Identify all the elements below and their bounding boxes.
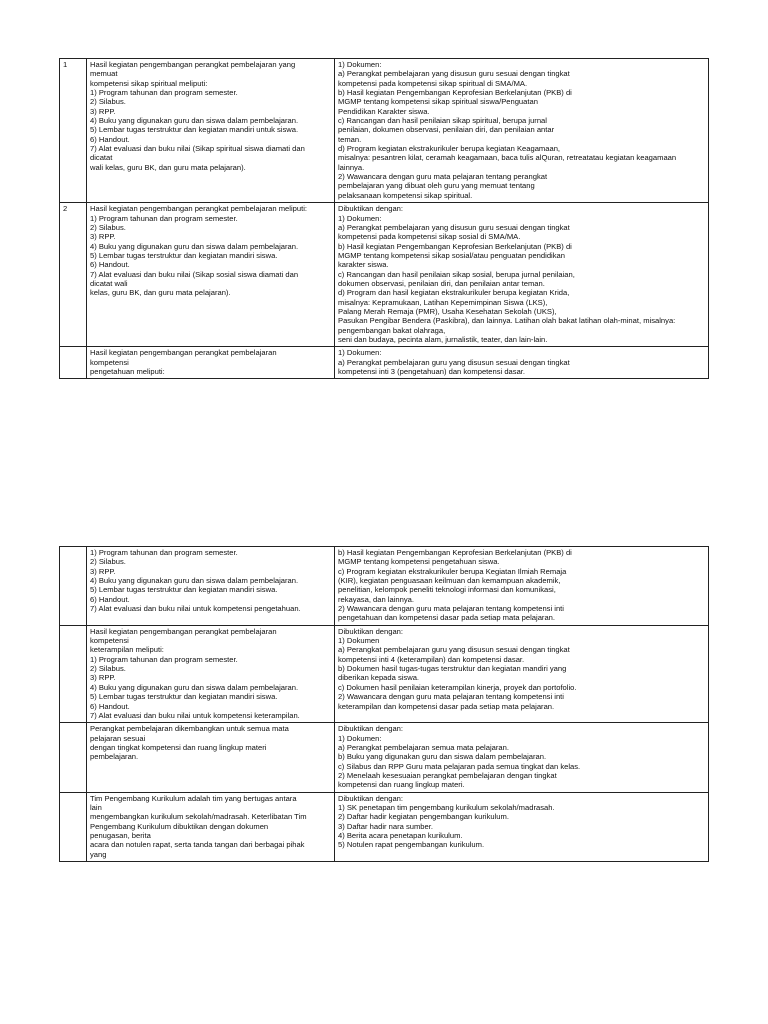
text-line: acara dan notulen rapat, serta tanda tangan dari berbagai pihak: [90, 840, 305, 850]
text-line: pelaksanaan kompetensi sikap spiritual.: [338, 190, 473, 200]
text-line: pengembangan bakat olahraga,: [338, 325, 446, 335]
text-line: dicatat: [90, 153, 113, 163]
text-line: kompetensi sikap spiritual meliputi:: [90, 78, 208, 88]
text-line: 1) Program tahunan dan program semester.: [90, 213, 238, 223]
text-line: b) Dokumen hasil tugas-tugas terstruktur dan kegiatan mandiri yang: [338, 664, 567, 674]
text-line: 5) Notulen rapat pengembangan kurikulum.: [338, 840, 485, 850]
text-line: b) Buku yang digunakan guru dan siswa dalam pembelajaran.: [338, 752, 547, 762]
text-line: Pendidikan Karakter siswa.: [338, 106, 430, 116]
text-line: c) Rancangan dan hasil penilaian sikap spiritual, berupa jurnal: [338, 116, 547, 126]
text-line: 2) Silabus.: [90, 222, 126, 232]
text-line: seni dan budaya, pecinta alam, jurnalistik, teater, dan lain-lain.: [338, 334, 548, 344]
text-line: Pasukan Pengibar Bendera (Paskibra), dan lainnya. Latihan olah bakat latihan olah-minat, misalnya:: [338, 316, 676, 326]
text-line: Hasil kegiatan pengembangan perangkat pembelajaran meliputi:: [90, 204, 307, 214]
text-line: 5) Lembar tugas terstruktur dan kegiatan mandiri untuk siswa.: [90, 125, 299, 135]
text-line: c) Silabus dan RPP Guru mata pelajaran pada semua tingkat dan kelas.: [338, 761, 581, 771]
text-line: keterampilan meliputi:: [90, 645, 164, 655]
text-line: Hasil kegiatan pengembangan perangkat pembelajaran: [90, 348, 277, 358]
table-row: [60, 792, 709, 861]
row-number: [60, 625, 87, 722]
text-line: dengan tingkat kompetensi dan ruang lingkup materi: [90, 742, 267, 752]
text-line: 5) Lembar tugas terstruktur dan kegiatan mandiri siswa.: [90, 692, 278, 702]
text-line: a) Perangkat pembelajaran semua mata pelajaran.: [338, 742, 509, 752]
text-line: 1) Dokumen: [338, 636, 380, 646]
table-top: [59, 58, 709, 379]
text-line: 7) Alat evaluasi dan buku nilai untuk kompetensi keterampilan.: [90, 710, 300, 720]
text-line: Hasil kegiatan pengembangan perangkat pembelajaran: [90, 626, 277, 636]
text-line: MGMP tentang kompetensi sikap spiritual siswa/Penguatan: [338, 97, 538, 107]
text-line: 6) Handout.: [90, 594, 130, 604]
text-line: 1) Dokumen:: [338, 733, 382, 743]
text-line: karakter siswa.: [338, 260, 389, 270]
text-line: diberikan kepada siswa.: [338, 673, 420, 683]
text-line: 4) Berita acara penetapan kurikulum.: [338, 830, 463, 840]
text-line: Dibuktikan dengan:: [338, 204, 404, 214]
text-line: Pengembang Kurikulum dibuktikan dengan dokumen: [90, 821, 269, 831]
table-row: [60, 723, 709, 792]
text-line: d) Program kegiatan ekstrakurikuler berupa kegiatan Keagamaan,: [338, 144, 561, 154]
evidence-cell: [335, 625, 709, 722]
indicator-cell: [87, 723, 335, 792]
text-line: 4) Buku yang digunakan guru dan siswa dalam pembelajaran.: [90, 682, 299, 692]
indicator-cell: [87, 59, 335, 203]
text-line: kompetensi: [90, 636, 129, 646]
text-line: c) Rancangan dan hasil penilaian sikap sosial, berupa jurnal penilaian,: [338, 269, 575, 279]
row-number: [60, 723, 87, 792]
evidence-cell: [335, 347, 709, 379]
text-line: 6) Handout.: [90, 701, 130, 711]
row-number: [60, 347, 87, 379]
text-line: 3) RPP.: [90, 673, 116, 683]
text-line: 3) RPP.: [90, 566, 116, 576]
text-line: a) Perangkat pembelajaran guru yang disusun sesuai dengan tingkat: [338, 357, 570, 367]
text-line: 1) Program tahunan dan program semester.: [90, 654, 238, 664]
text-line: penugasan, berita: [90, 830, 151, 840]
text-line: 7) Alat evaluasi dan buku nilai (Sikap sosial siswa diamati dan: [90, 269, 299, 279]
table-bottom-body: [60, 547, 709, 862]
text-line: dokumen observasi, penilaian diri, dan penilaian antar teman.: [338, 278, 545, 288]
text-line: 2) Silabus.: [90, 557, 126, 567]
text-line: 5) Lembar tugas terstruktur dan kegiatan mandiri siswa.: [90, 250, 278, 260]
text-line: d) Program dan hasil kegiatan ekstrakurikuler berupa kegiatan Krida,: [338, 288, 570, 298]
text-line: yang: [90, 849, 107, 859]
text-line: MGMP tentang kompetensi sikap sosial/atau penguatan pendidikan: [338, 250, 565, 260]
text-line: penilaian, dokumen observasi, penilaian diri, dan penilaian antar: [338, 125, 555, 135]
text-line: kompetensi inti 3 (pengetahuan) dan kompetensi dasar.: [338, 367, 526, 376]
text-line: penelitian, kelompok peneliti teknologi informasi dan komunikasi,: [338, 585, 556, 595]
table-row: [60, 203, 709, 347]
table-top-body: [60, 59, 709, 379]
text-line: 1) Dokumen:: [338, 348, 382, 358]
text-line: kompetensi dan ruang lingkup materi.: [338, 780, 465, 790]
text-line: pembelajaran.: [90, 752, 139, 762]
text-line: 2) Menelaah kesesuaian perangkat pembelajaran dengan tingkat: [338, 770, 557, 780]
evidence-cell: [335, 792, 709, 861]
text-line: lainnya.: [338, 162, 365, 172]
text-line: teman.: [338, 134, 362, 144]
text-line: 2) Daftar hadir kegiatan pengembangan kurikulum.: [338, 812, 509, 822]
text-line: 2) Wawancara dengan guru mata pelajaran tentang perangkat: [338, 172, 548, 182]
text-line: kelas, guru BK, dan guru mata pelajaran).: [90, 288, 231, 298]
table-bottom: [59, 546, 709, 862]
indicator-cell: [87, 347, 335, 379]
text-line: keterampilan dan kompetensi dasar pada setiap mata pelajaran.: [338, 701, 555, 711]
text-line: 7) Alat evaluasi dan buku nilai (Sikap spiritual siswa diamati dan: [90, 144, 305, 154]
text-line: memuat: [90, 69, 118, 79]
text-line: misalnya: Kepramukaan, Latihan Kepemimpinan Siswa (LKS),: [338, 297, 548, 307]
text-line: 2) Wawancara dengan guru mata pelajaran tentang kompetensi inti: [338, 692, 564, 702]
table-row: [60, 59, 709, 203]
text-line: b) Hasil kegiatan Pengembangan Keprofesian Berkelanjutan (PKB) di: [338, 88, 572, 98]
table-row: [60, 547, 709, 626]
text-line: 1) Dokumen:: [338, 213, 382, 223]
evidence-cell: [335, 203, 709, 347]
text-line: pengetahuan dan kompetensi dasar pada setiap mata pelajaran.: [338, 613, 556, 623]
text-line: misalnya: pesantren kilat, ceramah keagamaan, baca tulis alQuran, retreatatau kegiatan keagamaan: [338, 153, 677, 163]
text-line: mengembangkan kurikulum sekolah/madrasah. Keterlibatan Tim: [90, 812, 307, 822]
text-line: 6) Handout.: [90, 134, 130, 144]
evidence-cell: [335, 547, 709, 626]
evidence-cell: [335, 723, 709, 792]
text-line: 3) RPP.: [90, 106, 116, 116]
indicator-cell: [87, 625, 335, 722]
text-line: pelajaran sesuai: [90, 733, 146, 743]
text-line: dicatat wali: [90, 278, 128, 288]
text-line: pengetahuan meliputi:: [90, 367, 165, 376]
text-line: Dibuktikan dengan:: [338, 793, 404, 803]
table-row: [60, 347, 709, 379]
row-number: [60, 792, 87, 861]
text-line: Hasil kegiatan pengembangan perangkat pembelajaran yang: [90, 60, 296, 69]
text-line: rekayasa, dan lainnya.: [338, 594, 414, 604]
text-line: pembelajaran yang dibuat oleh guru yang memuat tentang: [338, 181, 535, 191]
text-line: 2) Silabus.: [90, 664, 126, 674]
text-line: kompetensi: [90, 357, 129, 367]
text-line: 1) Dokumen:: [338, 60, 382, 69]
text-line: b) Hasil kegiatan Pengembangan Keprofesian Berkelanjutan (PKB) di: [338, 241, 572, 251]
text-line: 1) Program tahunan dan program semester.: [90, 88, 238, 98]
text-line: kompetensi pada kompetensi sikap sosial di SMA/MA.: [338, 232, 521, 242]
text-line: wali kelas, guru BK, dan guru mata pelajaran).: [90, 162, 246, 172]
text-line: a) Perangkat pembelajaran yang disusun guru sesuai dengan tingkat: [338, 69, 570, 79]
text-line: 3) RPP.: [90, 232, 116, 242]
text-line: c) Program kegiatan ekstrakurikuler berupa Kegiatan Ilmiah Remaja: [338, 566, 567, 576]
text-line: 5) Lembar tugas terstruktur dan kegiatan mandiri siswa.: [90, 585, 278, 595]
text-line: Dibuktikan dengan:: [338, 724, 404, 734]
indicator-cell: [87, 203, 335, 347]
text-line: 2) Silabus.: [90, 97, 126, 107]
text-line: Palang Merah Remaja (PMR), Usaha Kesehatan Sekolah (UKS),: [338, 306, 557, 316]
row-number: 1: [60, 59, 87, 203]
text-line: 1) Program tahunan dan program semester.: [90, 548, 238, 557]
text-line: c) Dokumen hasil penilaian keterampilan kinerja, proyek dan portofolio.: [338, 682, 577, 692]
text-line: lain: [90, 802, 102, 812]
text-line: 4) Buku yang digunakan guru dan siswa dalam pembelajaran.: [90, 116, 299, 126]
text-line: (KIR), kegiatan penguasaan keilmuan dan kemampuan akademik,: [338, 576, 561, 586]
indicator-cell: [87, 547, 335, 626]
text-line: a) Perangkat pembelajaran yang disusun guru sesuai dengan tingkat: [338, 222, 570, 232]
text-line: 1) SK penetapan tim pengembang kurikulum sekolah/madrasah.: [338, 802, 555, 812]
text-line: Dibuktikan dengan:: [338, 626, 404, 636]
text-line: a) Perangkat pembelajaran guru yang disusun sesuai dengan tingkat: [338, 645, 570, 655]
text-line: MGMP tentang kompetensi pengetahuan siswa.: [338, 557, 500, 567]
text-line: b) Hasil kegiatan Pengembangan Keprofesian Berkelanjutan (PKB) di: [338, 548, 572, 557]
text-line: 4) Buku yang digunakan guru dan siswa dalam pembelajaran.: [90, 576, 299, 586]
text-line: 7) Alat evaluasi dan buku nilai untuk kompetensi pengetahuan.: [90, 604, 301, 614]
text-line: Tim Pengembang Kurikulum adalah tim yang bertugas antara: [90, 793, 297, 803]
text-line: Perangkat pembelajaran dikembangkan untuk semua mata: [90, 724, 289, 734]
indicator-cell: [87, 792, 335, 861]
text-line: 6) Handout.: [90, 260, 130, 270]
evidence-cell: [335, 59, 709, 203]
text-line: 2) Wawancara dengan guru mata pelajaran tentang kompetensi inti: [338, 604, 564, 614]
text-line: 4) Buku yang digunakan guru dan siswa dalam pembelajaran.: [90, 241, 299, 251]
text-line: kompetensi pada kompetensi sikap spiritual di SMA/MA.: [338, 78, 528, 88]
text-line: 3) Daftar hadir nara sumber.: [338, 821, 433, 831]
row-number: 2: [60, 203, 87, 347]
text-line: kompetensi inti 4 (keterampilan) dan kompetensi dasar.: [338, 654, 525, 664]
row-number: [60, 547, 87, 626]
table-row: [60, 625, 709, 722]
